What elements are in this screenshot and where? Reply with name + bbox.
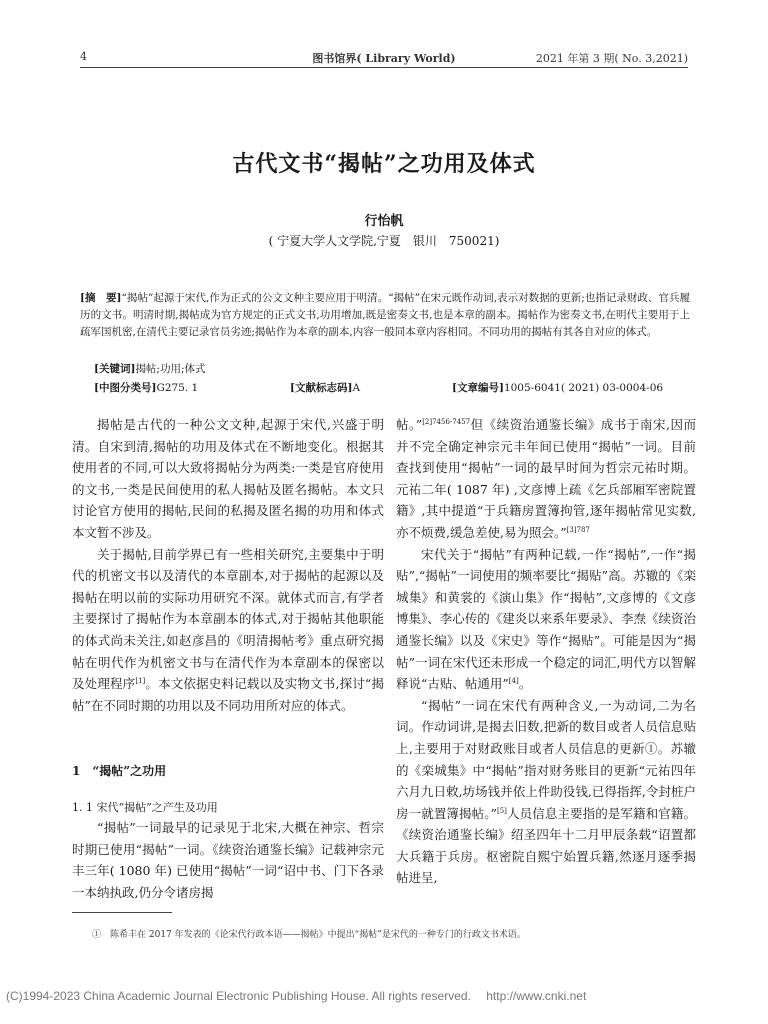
paragraph: 帖。”$^{[2]7456-7457}$但《续资治通鉴长编》成书于南宋,因而并不完全确定神宗元丰年间已使用“揭帖”一词。目前查找到使用“揭帖”一词的最早时间为哲宗元祐时期。元祐二年( 1087 年) ,文彦博上疏《乞兵部厢军密院置籍》,其中提道“于兵籍房置簿拘管,逐年揭帖常见实数,亦不烦费,缓急差使,易为照会。”$^{[3]787}$: [396, 417, 696, 540]
clc-number: [94, 380, 198, 395]
paragraph: “揭帖”一词最早的记录见于北宋,大概在神宗、哲宗时期已使用“揭帖”一词。《续资治通鉴长编》记载神宗元丰三年( 1080 年) 已使用“揭帖”一词“诏中书、门下各录一本纳执政,仍分令诸房揭: [72, 820, 384, 900]
subsection-heading: 1. 1 宋代“揭帖”之产生及功用: [72, 801, 218, 814]
journal-name: 图书馆界( Library World): [312, 52, 456, 65]
doc-code: [290, 380, 360, 395]
left-column-continued: [72, 817, 384, 903]
citation: [4]: [508, 676, 519, 685]
article-number-label: [文章编号]: [452, 382, 504, 394]
article-author: 行怡帆: [364, 214, 404, 229]
page-number: 4: [80, 50, 87, 63]
keywords-label: [关键词]: [94, 363, 136, 375]
clc-label: [中图分类号]: [94, 382, 157, 394]
article-number: [452, 380, 663, 395]
citation: [3]787: [566, 525, 590, 534]
right-column: [396, 414, 696, 889]
citation: [1]: [135, 676, 146, 685]
keywords: [94, 361, 206, 376]
article-number-value: 1005-6041( 2021) 03-0004-06: [503, 382, 664, 394]
section-heading: 1 “揭帖”之功用: [72, 764, 167, 778]
footnote-rule: [72, 912, 172, 913]
doc-code-value: A: [352, 382, 361, 394]
header-rule: [80, 67, 688, 68]
paragraph: 揭帖是古代的一种公文文种,起源于宋代,兴盛于明清。自宋到清,揭帖的功用及体式在不断地变化。根据其使用者的不同,可以大致将揭帖分为两类:一类是官府使用的文书,一类是民间使用的私人揭帖及匿名揭帖。本文只讨论官方使用的揭帖,民间的私揭及匿名揭的功用和体式本文暂不涉及。: [72, 417, 384, 540]
issue-info: 2021 年第 3 期( No. 3,2021): [535, 52, 688, 65]
clc-value: G275. 1: [156, 382, 199, 394]
paragraph: 宋代关于“揭帖”有两种记载,一作“揭帖”,一作“揭贴”,“揭帖”一词使用的频率要比“揭贴”高。苏辙的《栾城集》和黄裳的《演山集》作“揭帖”,文彦博的《文彦博集》、李心传的《建炎以来系年要录》、李焘《续资治通鉴长编》以及《宋史》等作“揭贴”。可能是因为“揭帖”一词在宋代还未形成一个稳定的词汇,明代方以智解释说“古贴、帖通用”[4]。: [396, 546, 697, 692]
author-affiliation: ( 宁夏大学人文学院,宁夏 银川 750021): [268, 234, 500, 248]
doc-code-label: [文献标志码]: [290, 382, 353, 394]
footnote: ① 陈希丰在 2017 年发表的《论宋代行政本语——揭帖》中提出“揭帖”是宋代的一种专门的行政文书术语。: [92, 930, 526, 940]
abstract-label: [摘 要]: [80, 292, 122, 304]
left-column: [72, 414, 384, 716]
article-title: 古代文书“揭帖”之功用及体式: [232, 151, 536, 177]
paragraph: “揭帖”一词在宋代有两种含义,一为动词,二为名词。作动词讲,是揭去旧数,把新的数目或者人员信息贴上,主要用于对财政账目或者人员信息的更新①。苏辙的《栾城集》中“揭帖”指对财务账目的更新“元祐四年六月九日敕,坊场钱并依上件助役钱,已得指挥,令封桩户房一就置簿揭帖。”[5]人员信息主要指的是军籍和官籍。《续资治通鉴长编》绍圣四年十二月甲辰条载“诏置都大兵籍于兵房。枢密院自熙宁始置兵籍,然逐月逐季揭帖进呈,: [396, 697, 696, 886]
citation: [5]: [496, 806, 507, 815]
abstract-text: “揭帖”起源于宋代,作为正式的公文文种主要应用于明清。“揭帖”在宋元既作动词,表示对数据的更新;也指记录财政、官兵履历的文书。明清时期,揭帖成为官方规定的正式文书,功用增加,既是密奏文书,也是本章的副本。揭帖作为密奏文书,在明代主要用于上疏军国机密,在清代主要记录官员劣迹;揭帖作为本章的副本,内容一般同本章内容相同。不同功用的揭帖有其各自对应的体式。: [80, 292, 690, 338]
paragraph: 关于揭帖,目前学界已有一些相关研究,主要集中于明代的机密文书以及清代的本章副本,对于揭帖的起源以及揭帖在明以前的实际功用研究不深。就体式而言,有学者主要探讨了揭帖作为本章副本的体式,对于揭帖其他职能的体式尚未关注,如赵彦昌的《明清揭帖考》重点研究揭帖在明代作为机密文书与在清代作为本章副本的保密以及处理程序[1]。本文依据史料记载以及实物文书,探讨“揭帖”在不同时期的功用以及不同功用所对应的体式。: [72, 546, 384, 713]
citation: [2]7456-7457: [422, 417, 471, 426]
abstract: [80, 290, 690, 341]
copyright-footer: (C)1994-2023 China Academic Journal Electronic Publishing House. All rights reserved. http://www.cnki.net: [6, 989, 587, 1003]
keywords-text: 揭帖;功用;体式: [135, 363, 206, 375]
